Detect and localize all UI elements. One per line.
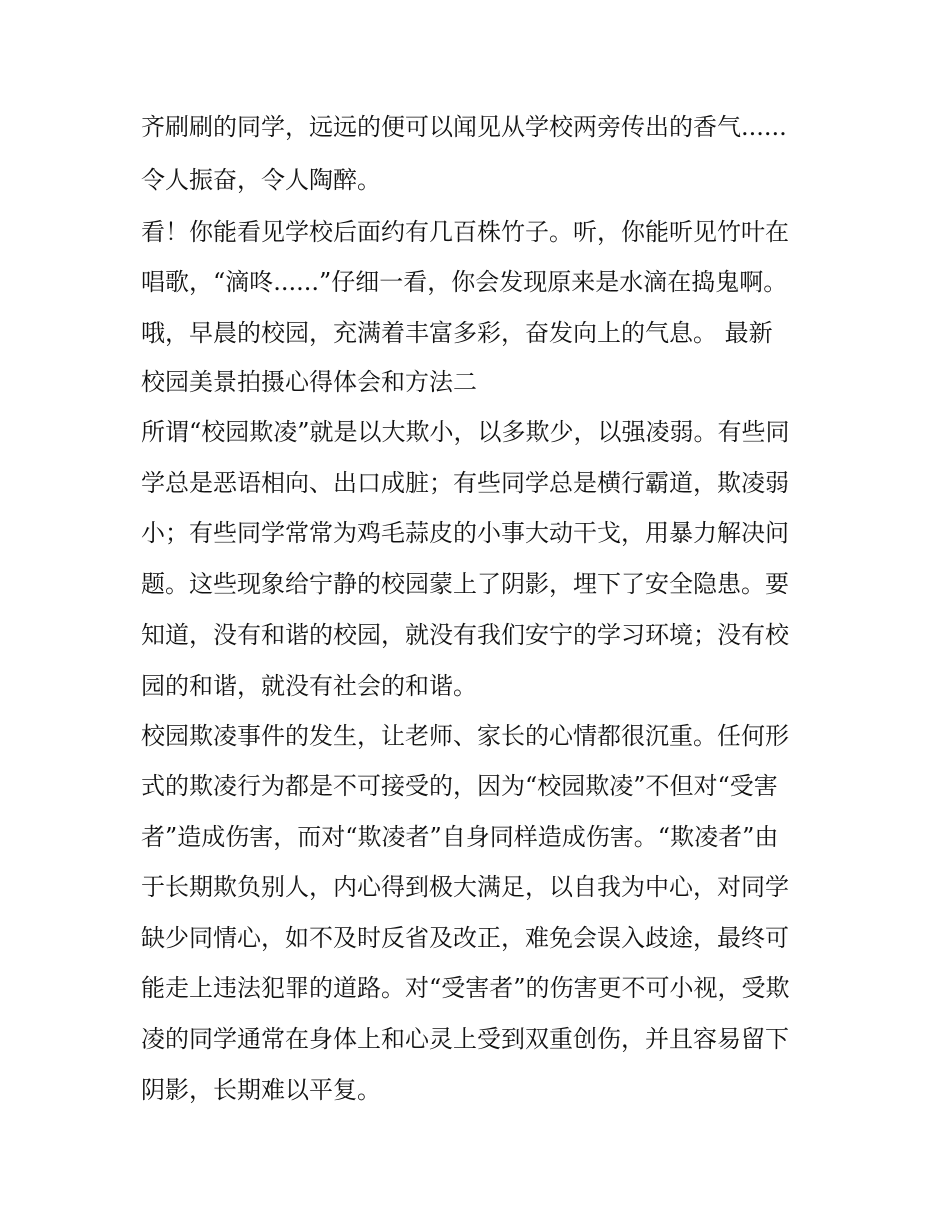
text-line: 唱歌，“滴咚......”仔细一看，你会发现原来是水滴在捣鬼啊。: [141, 268, 788, 296]
text-line: 小；有些同学常常为鸡毛蒜皮的小事大动干戈，用暴力解决问: [141, 519, 789, 547]
text-line: 令人振奋，令人陶醉。: [141, 166, 381, 194]
text-line: 知道，没有和谐的校园，就没有我们安宁的学习环境；没有校: [141, 621, 789, 649]
text-line: 阴影，长期难以平复。: [141, 1076, 381, 1104]
text-line: 看！你能看见学校后面约有几百株竹子。听，你能听见竹叶在: [141, 218, 789, 246]
text-line: 式的欺凌行为都是不可接受的，因为“校园欺凌”不但对“受害: [141, 772, 778, 800]
text-line: 园的和谐，就没有社会的和谐。: [141, 672, 477, 700]
text-line: 凌的同学通常在身体上和心灵上受到双重创伤，并且容易留下: [141, 1025, 789, 1053]
text-line: 校园美景拍摄心得体会和方法二: [141, 368, 477, 396]
text-line: 者”造成伤害，而对“欺凌者”自身同样造成伤害。“欺凌者”由: [141, 823, 779, 851]
text-line: 所谓“校园欺凌”就是以大欺小，以多欺少，以强凌弱。有些同: [141, 418, 790, 446]
text-line: 校园欺凌事件的发生，让老师、家长的心情都很沉重。任何形: [141, 722, 789, 750]
text-line: 缺少同情心，如不及时反省及改正，难免会误入歧途，最终可: [141, 924, 789, 952]
text-line: 于长期欺负别人，内心得到极大满足，以自我为中心，对同学: [141, 873, 789, 901]
text-line: 齐刷刷的同学，远远的便可以闻见从学校两旁传出的香气......: [141, 113, 787, 141]
text-line: 能走上违法犯罪的道路。对“受害者”的伤害更不可小视，受欺: [141, 974, 790, 1002]
text-line: 题。这些现象给宁静的校园蒙上了阴影，埋下了安全隐患。要: [141, 570, 789, 598]
text-line: 学总是恶语相向、出口成脏；有些同学总是横行霸道，欺凌弱: [141, 469, 789, 497]
text-line: 哦，早晨的校园，充满着丰富多彩，奋发向上的气息。 最新: [141, 319, 773, 347]
